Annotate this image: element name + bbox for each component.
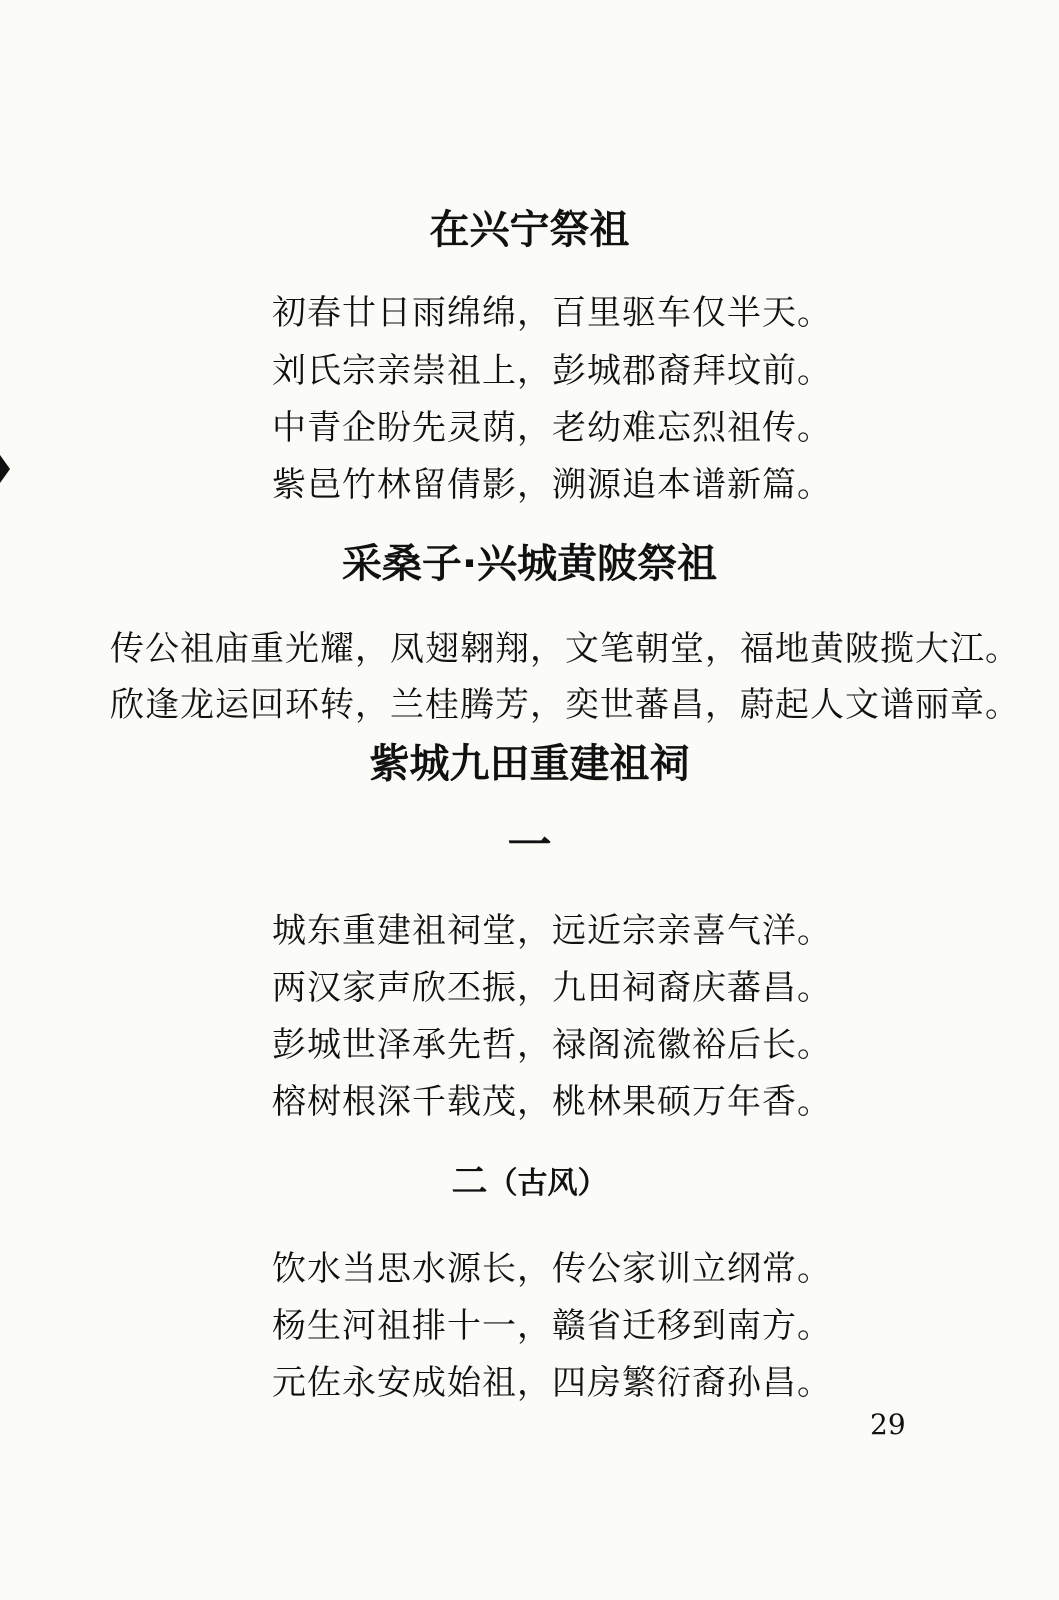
poem-line: 饮水当思水源长，传公家训立纲常。 (272, 1249, 832, 1289)
poem-title-xingning: 在兴宁祭祖 (429, 207, 630, 253)
poem-line: 城东重建祖祠堂，远近宗亲喜气洋。 (272, 911, 832, 951)
poem-title-caisangzi: 采桑子·兴城黄陂祭祖 (341, 541, 718, 587)
poem-line: 元佐永安成始祖，四房繁衍裔孙昌。 (272, 1363, 832, 1403)
poem-line: 刘氏宗亲崇祖上，彭城郡裔拜坟前。 (272, 351, 832, 391)
page-number: 29 (870, 1408, 906, 1441)
poem-line: 两汉家声欣丕振，九田祠裔庆蕃昌。 (272, 968, 832, 1008)
poem-line: 榕树根深千载茂，桃林果硕万年香。 (272, 1082, 832, 1122)
poem-line: 紫邑竹林留倩影，溯源追本谱新篇。 (272, 465, 832, 505)
poem-title-jiutian: 紫城九田重建祖祠 (369, 741, 690, 787)
scan-edge-mark (0, 455, 10, 483)
poem-line: 彭城世泽承先哲，禄阁流徽裕后长。 (272, 1025, 832, 1065)
poem-line: 中青企盼先灵荫，老幼难忘烈祖传。 (272, 408, 832, 448)
poem-line: 传公祖庙重光耀，凤翅翱翔，文笔朝堂，福地黄陂揽大江。 (110, 629, 1020, 669)
section-heading-two (0, 1160, 1059, 1206)
section-note: （古风） (487, 1166, 608, 1201)
section-number-two: 二 (451, 1161, 488, 1202)
poem-line: 欣逢龙运回环转，兰桂腾芳，奕世蕃昌，蔚起人文谱丽章。 (110, 685, 1020, 725)
poem-line: 初春廿日雨绵绵，百里驱车仅半天。 (272, 293, 832, 333)
poem-line: 杨生河祖排十一，赣省迁移到南方。 (272, 1306, 832, 1346)
section-number-one: 一 (507, 820, 552, 871)
